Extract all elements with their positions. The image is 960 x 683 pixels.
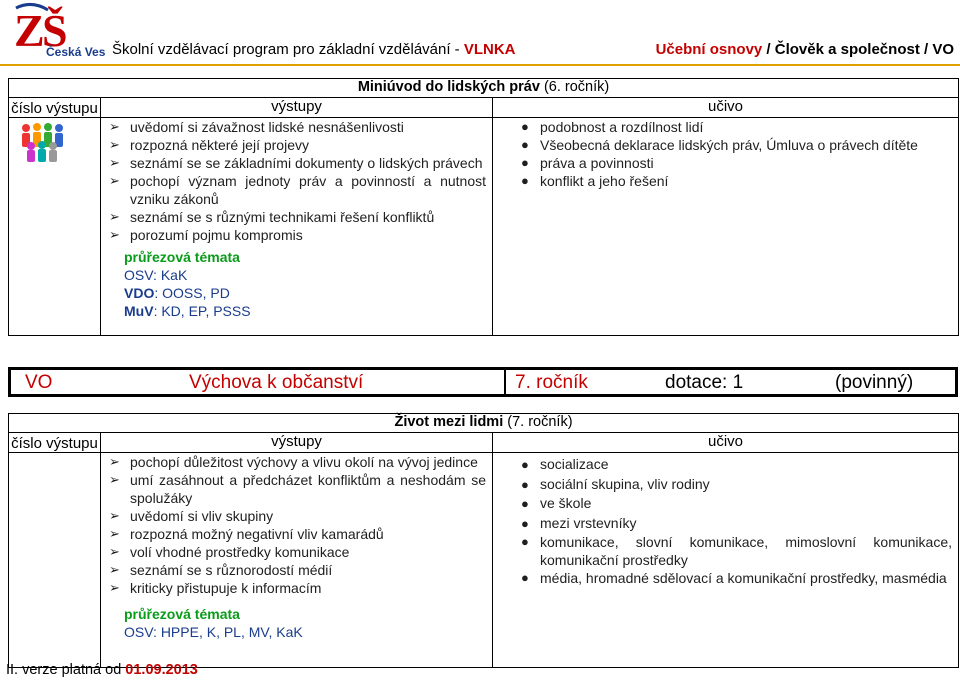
list-item: ➢ seznámí se se základními dokumenty o lidských právech	[109, 155, 483, 171]
list-item: ➢ pochopí význam jednoty práv a povinností a nutnost vzniku zákonů	[109, 173, 486, 207]
list-item: ● konflikt a jeho řešení	[521, 173, 669, 189]
list-item: ● Všeobecná deklarace lidských práv, Úmluva o právech dítěte	[521, 137, 918, 153]
subject-grade: 7. ročník	[515, 372, 588, 393]
list-item: ● podobnost a rozdílnost lidí	[521, 119, 704, 135]
column-header-curriculum: učivo	[493, 98, 959, 118]
dot-bullet-icon: ●	[521, 457, 529, 472]
list-item: ● média, hromadné sdělovací a komunikační prostředky, masmédia	[521, 570, 947, 586]
arrow-bullet-icon: ➢	[109, 454, 120, 469]
cross-topic-vdo: VDO: OOSS, PD	[124, 285, 230, 301]
list-item: ➢ rozpozná některé její projevy	[109, 137, 309, 153]
output-number-cell	[9, 453, 101, 668]
people-group-icon	[19, 122, 65, 162]
arrow-bullet-icon: ➢	[109, 526, 120, 541]
arrow-bullet-icon: ➢	[109, 472, 120, 487]
subject-hours: dotace: 1	[665, 372, 744, 393]
topic-title: Miniúvod do lidských práv (6. ročník)	[9, 79, 959, 98]
subject-bar	[8, 367, 958, 397]
arrow-bullet-icon: ➢	[109, 227, 120, 242]
cross-topic-osv: OSV: KaK	[124, 267, 188, 283]
topic-title: Život mezi lidmi (7. ročník)	[9, 414, 959, 433]
svg-text:Z: Z	[14, 5, 45, 56]
arrow-bullet-icon: ➢	[109, 580, 120, 595]
arrow-bullet-icon: ➢	[109, 155, 120, 170]
curriculum-cell	[493, 453, 959, 668]
list-item: ➢ pochopí důležitost výchovy a vlivu okolí na vývoj jedince	[109, 454, 478, 470]
outputs-cell	[101, 453, 493, 668]
subject-abbr: VO	[25, 372, 53, 393]
page-header	[0, 0, 960, 66]
dot-bullet-icon: ●	[521, 570, 529, 585]
outputs-list	[107, 118, 486, 244]
program-title: Školní vzdělávací program pro základní vzdělávání - VLNKA	[112, 41, 516, 58]
curriculum-list	[515, 118, 952, 190]
cross-topics-title: průřezová témata	[124, 249, 240, 265]
divider	[504, 367, 506, 397]
cross-topics-title: průřezová témata	[124, 606, 240, 622]
subject-type: (povinný)	[835, 372, 914, 393]
curriculum-list	[515, 455, 952, 587]
curriculum-cell	[493, 118, 959, 336]
section-path: Učební osnovy / Člověk a společnost / VO	[655, 41, 954, 58]
list-item: ➢ rozpozná možný negativní vliv kamarádů	[109, 526, 384, 542]
outputs-list	[107, 453, 486, 597]
column-header-outputs: výstupy	[101, 98, 493, 118]
arrow-bullet-icon: ➢	[109, 508, 120, 523]
cross-topic-muv: MuV: KD, EP, PSSS	[124, 303, 251, 319]
list-item: ➢ porozumí pojmu kompromis	[109, 227, 303, 243]
list-item: ● práva a povinnosti	[521, 155, 654, 171]
arrow-bullet-icon: ➢	[109, 544, 120, 559]
list-item: ➢ seznámí se s různorodostí médií	[109, 562, 333, 578]
column-header-number: číslo výstupu	[9, 433, 101, 453]
output-number-cell	[9, 118, 101, 336]
arrow-bullet-icon: ➢	[109, 209, 120, 224]
topic-table-life-among-people	[8, 413, 959, 668]
list-item: ➢ seznámí se s různými technikami řešení konfliktů	[109, 209, 435, 225]
dot-bullet-icon: ●	[521, 515, 529, 531]
arrow-bullet-icon: ➢	[109, 173, 120, 188]
outputs-cell	[101, 118, 493, 336]
column-header-number: číslo výstupu	[9, 98, 101, 118]
dot-bullet-icon: ●	[521, 476, 529, 492]
dot-bullet-icon: ●	[521, 155, 529, 170]
version-footer: II. verze platná od 01.09.2013	[6, 662, 198, 678]
list-item: ➢ umí zasáhnout a předcházet konfliktům a neshodám se spolužáky	[109, 472, 486, 506]
dot-bullet-icon: ●	[521, 496, 529, 511]
list-item: ● sociální skupina, vliv rodiny	[515, 475, 952, 495]
dot-bullet-icon: ●	[521, 119, 529, 134]
subject-name: Výchova k občanství	[189, 372, 364, 393]
dot-bullet-icon: ●	[521, 534, 529, 549]
list-item: ● komunikace, slovní komunikace, mimoslovní komunikace, komunikační prostředky	[521, 534, 952, 568]
svg-text:Česká Ves: Česká Ves	[46, 45, 106, 59]
dot-bullet-icon: ●	[521, 137, 529, 152]
school-logo	[12, 2, 108, 60]
list-item: ➢ uvědomí si závažnost lidské nesnášenlivosti	[109, 119, 404, 135]
svg-text:Š: Š	[42, 5, 68, 56]
arrow-bullet-icon: ➢	[109, 137, 120, 152]
list-item: ➢ volí vhodné prostředky komunikace	[109, 544, 350, 560]
arrow-bullet-icon: ➢	[109, 562, 120, 577]
list-item: ● ve škole	[515, 494, 952, 514]
column-header-outputs: výstupy	[101, 433, 493, 453]
header-rule	[0, 64, 960, 66]
topic-table-human-rights	[8, 78, 959, 336]
list-item: ● socializace	[515, 455, 952, 475]
list-item: ➢ uvědomí si vliv skupiny	[109, 508, 274, 524]
cross-topic-osv: OSV: HPPE, K, PL, MV, KaK	[124, 624, 303, 640]
list-item: ● mezi vrstevníky	[515, 514, 952, 534]
list-item: ➢ kriticky přistupuje k informacím	[109, 580, 322, 596]
column-header-curriculum: učivo	[493, 433, 959, 453]
arrow-bullet-icon: ➢	[109, 119, 120, 134]
dot-bullet-icon: ●	[521, 173, 529, 188]
